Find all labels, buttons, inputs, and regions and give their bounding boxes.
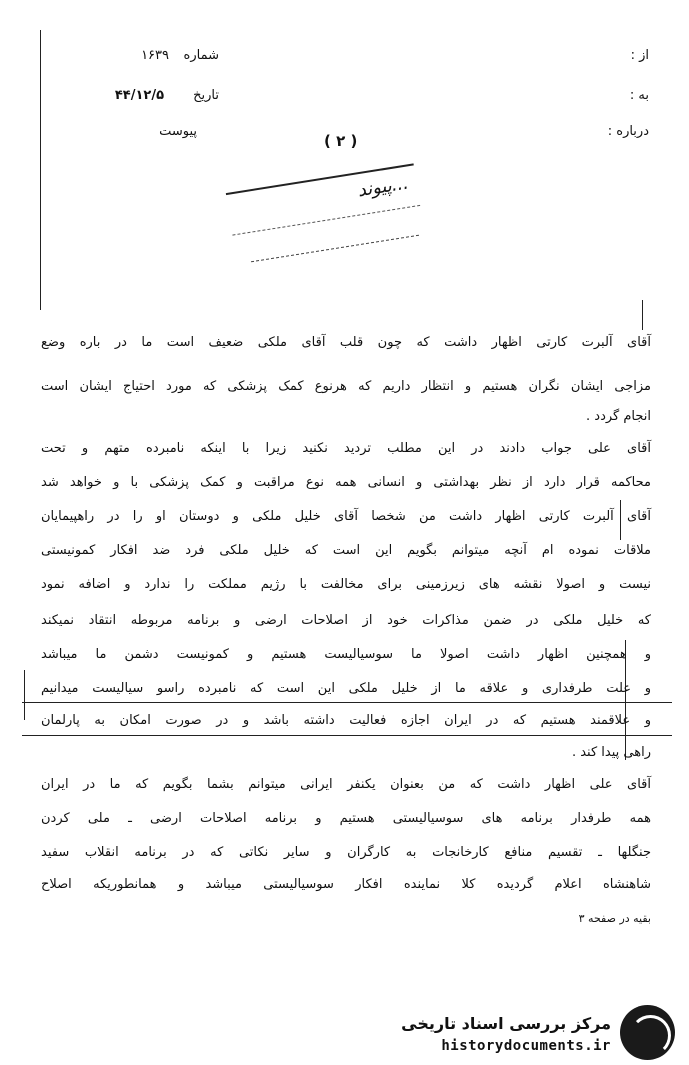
text-line: که خلیل ملکی در ضمن مذاکرات خود از اصلاحات ارضی و برنامه مربوطه انتقاد نمیکند (41, 613, 651, 628)
continued-note: بقیه در صفحه ۳ (578, 912, 651, 925)
stamp (226, 163, 420, 235)
text-line: آقای علی جواب دادند در این مطلب تردید نکنید زیرا با اینکه نامبرده متهم و تحت (41, 441, 651, 456)
text-line: راهی پیدا کند . (571, 745, 651, 760)
from-label: از : (630, 48, 649, 63)
date-value: ۴۴/۱۲/۵ (114, 88, 164, 103)
text-line: و علت طرفداری و علاقه ما از خلیل ملکی این است که نامبرده راسو سیالیست میدانیم (41, 681, 651, 696)
number-value: ۱۶۳۹ (141, 48, 169, 63)
text-line: و علاقمند هستیم که در ایران اجازه فعالیت داشته باشد و در صورت امکان به پارلمان (41, 713, 651, 728)
to-label: به : (629, 88, 649, 103)
text-line: آقای آلبرت کارتی اظهار داشت من شخصا آقای خلیل ملکی و دوستان او را در راهپیمایان (41, 509, 651, 524)
text-line: شاهنشاه اعلام گردیده کلا نماینده افکار سوسیالیستی میباشد و همانطوریکه اصلاح (41, 877, 651, 892)
text-line: مزاجی ایشان نگران هستیم و انتظار داریم که هرنوع کمک پزشکی که مورد احتیاج ایشان است (41, 379, 651, 394)
archive-logo-icon (620, 1005, 675, 1060)
watermark-name: مرکز بررسی اسناد تاریخی (401, 1014, 611, 1033)
text-line: آقای آلبرت کارتی اظهار داشت که چون قلب آقای ملکی ضعیف است ما در باره وضع (41, 335, 651, 350)
stamp-dashed-line (251, 235, 419, 263)
text-line: آقای علی اظهار داشت که من بعنوان یکنفر ایرانی میتوانم بشما بگویم که ما در ایران (41, 777, 651, 792)
attachment-label: پیوست (159, 124, 197, 139)
underline-rule (22, 735, 672, 736)
logo-ring (630, 1015, 671, 1056)
text-line: همه طرفدار برنامه های سوسیالیستی هستیم و برنامه اصلاحات ارضی ـ ملی کردن (41, 811, 651, 826)
watermark-url: historydocuments.ir (441, 1038, 611, 1054)
date-label: تاریخ (193, 88, 219, 103)
right-margin-mark-1 (642, 300, 643, 330)
text-line: محاکمه قرار دارد از نظر بهداشتی و انسانی همه نوع مراقبت و کمک پزشکی با و خواهد شد (41, 475, 651, 490)
left-frame-line (40, 30, 41, 310)
subject-label: درباره : (607, 124, 649, 139)
underline-rule (22, 702, 672, 703)
stamp-text: ...پیوند (356, 172, 411, 202)
text-line: جنگلها ـ تقسیم منافع کارخانجات به کارگران و سایر نکاتی که در برنامه انقلاب سفید (41, 845, 651, 860)
text-line: ملاقات نموده ام آنچه میتوانم بگویم این است که خلیل ملکی فرد ضد افکار کمونیستی (41, 543, 651, 558)
text-line: و همچنین اظهار داشت اصولا ما سوسیالیست هستیم و کمونیست دشمن ما میباشد (41, 647, 651, 662)
number-label: شماره (183, 48, 219, 63)
left-frame-line-lower (24, 670, 25, 720)
text-line: انجام گردد . (586, 409, 651, 424)
page-number: ( ۲ ) (324, 132, 358, 150)
text-line: نیست و اصولا نقشه های زیرزمینی برای مخالفت با رژیم مملکت را ندارد و اضافه نمود (41, 577, 651, 592)
